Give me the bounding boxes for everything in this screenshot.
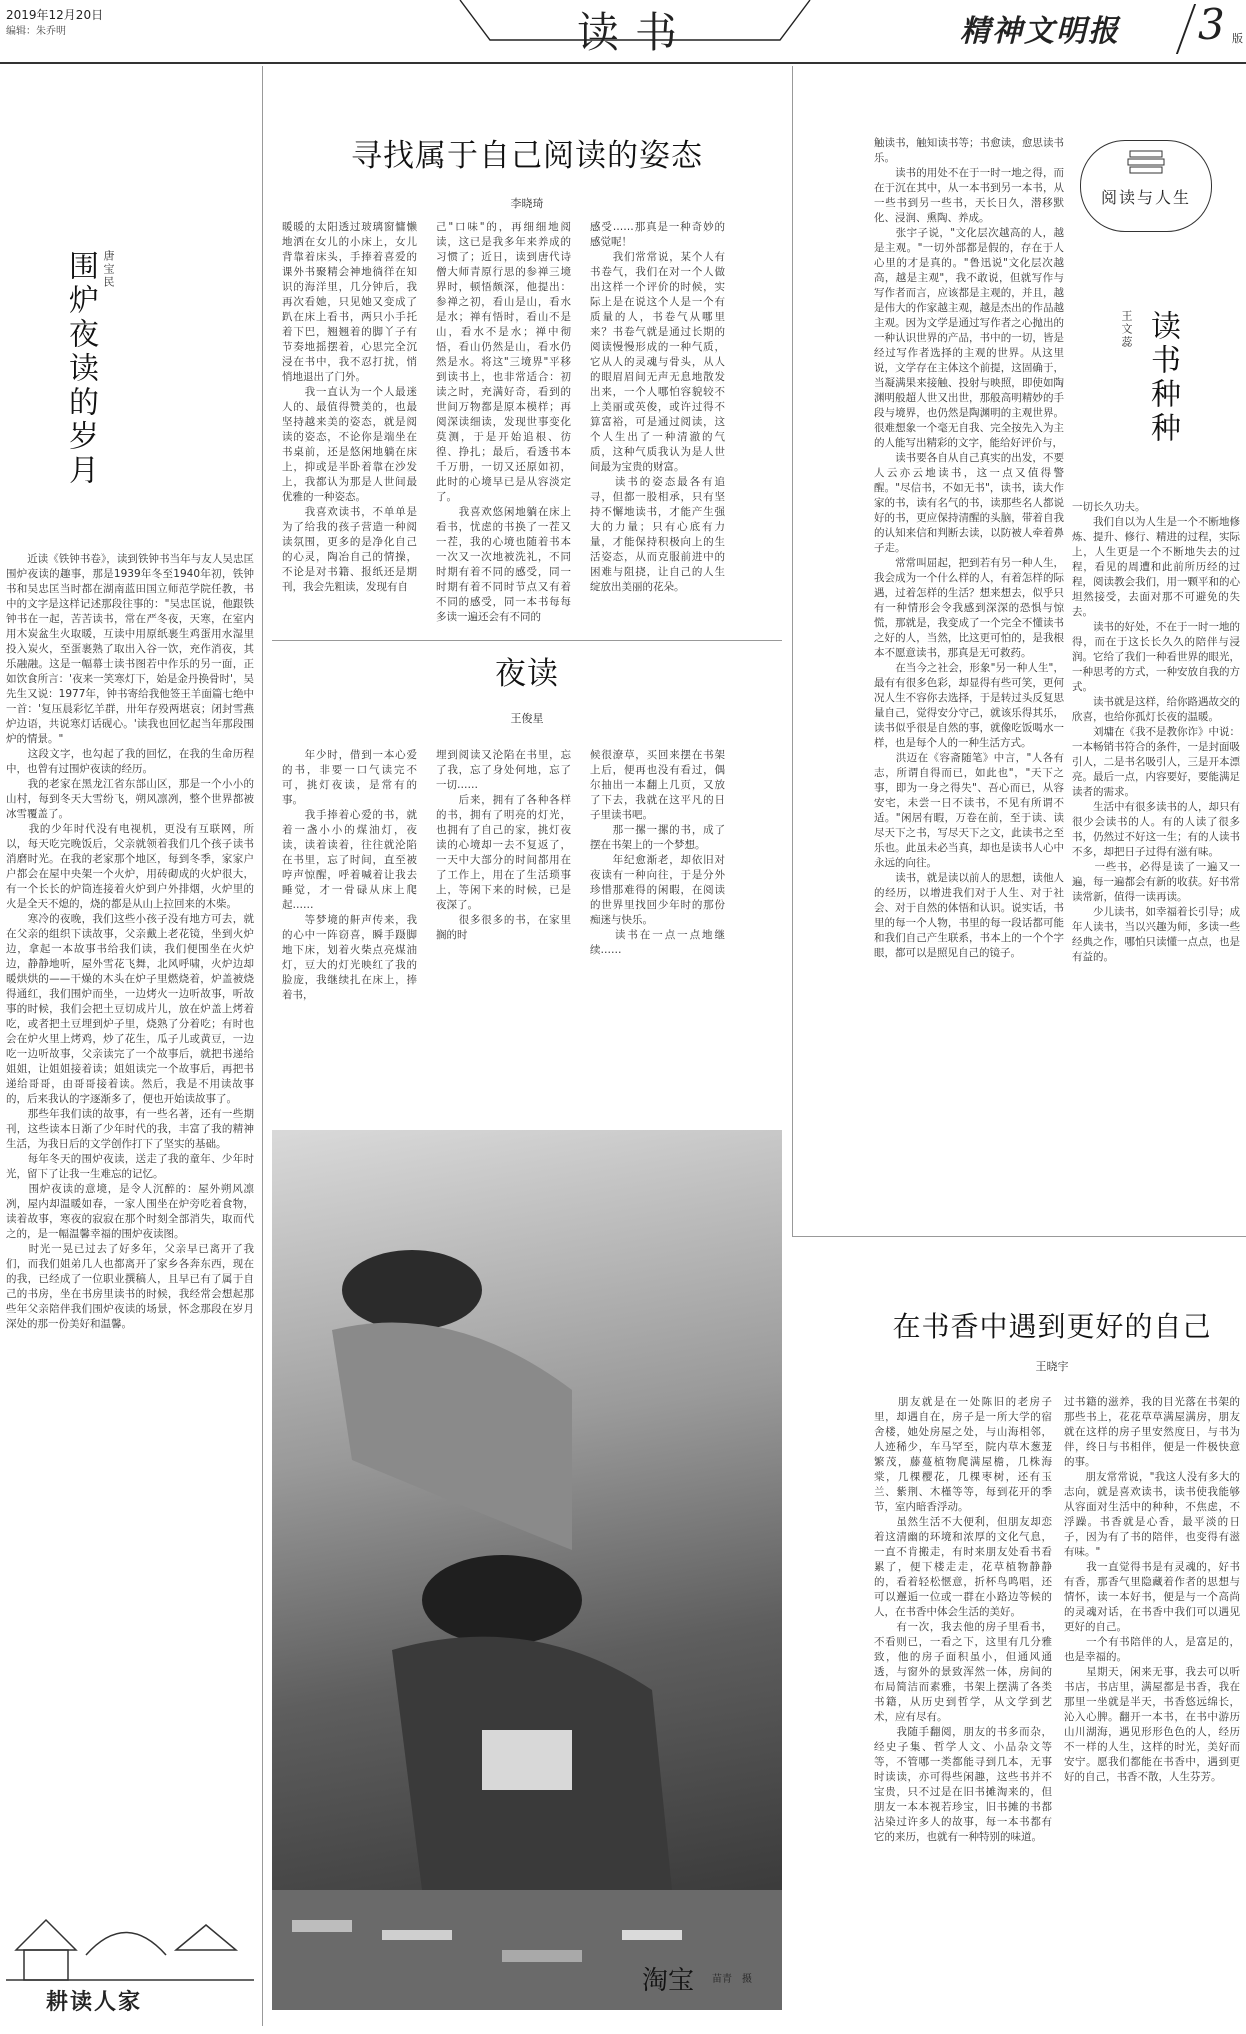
article-title: 寻找属于自己阅读的姿态 (351, 138, 703, 174)
article-column: 触读书，触知读书等；书愈读，愈思读书乐。 读书的用处不在于一时一地之得，而在于沉在其中，从一本书到另一本书，从一些书到另一些书，天长日久，潜移默化、浸润、熏陶、养成。 张宇子说，"文化层次越高的人，越是主观。"一切外部都是假的，存在于人心里的才是真的。"鲁迅说"文化层次越高，越是主观"，我不敢说，但就写作与写作者而言，应该都是主观的，并且，越是伟大的作家越主观，越是杰出的作品越主观。因为文学是通过写作者之心抛出的一种认识世界的产品，书中的一切，皆是经过写作者选择的主观的世界。从这里说，文学存在主体这个前提，这固确于，当凝满果来接触、投射与映照，即使如陶渊明般超人世又出世，那般高明精妙的手段与境界，也仍然是陶渊明的主观世界。很难想象一个毫无自我、完全按先入为主的人能写出精彩的文字，能给好评价与， 读书要各自从自己真实的出发，不要人云亦云地读书，这一点又值得警醒。"尽信书，不如无书"，读书，读大作家的书，读有名气的书，读那些名人都说好的书，更应保持清醒的头脑，带着自我的认知来信和判断去读，以防被人牵着鼻子走。 常常叫屈起，把到若有另一种人生，我会成为一个什么样的人，有着怎样的际遇，过着怎样的生活？想来想去，似乎只有一种情形会令我感到深深的恐惧与惊慌，那就是，我变成了一个完全不懂读书之好的人，当然，比这更可怕的，是我根本不愿意读书，那真是无可救药。 在当今之社会，形象"另一种人生"，最有有很多色彩，却显得有些可笑，更何况人生不容你去选择，于是转过头反复思量自己，觉得安分守己，就该乐得其乐，读书似乎很是自然的事，就像吃饭喝水一样，也是每个人的一种生活方式。 洪迈在《容斋随笔》中言，"人各有志，所谓自得而已，如此也"，"天下之事，即为一身之得失"、吾心而已，从容安宅，未尝一日不读书，不见有所谓不适。"闲居有暇，万卷在前，至于读、读尽天下之书，写尽天下之文，此读书之至乐也。此虽未必当真，却也是读书人心中永远的向往。 读书，就是读以前人的思想，读他人的经历，以增进我们对于人生、对于社会、对于自然的体悟和认识。说实话，书里的每一个人物，书里的每一段话都可能和我们自己产生联系，书本上的一个个字眼，都可以是照见自己的镜子。 (874, 137, 1064, 959)
article-column: 一切长久功夫。 我们自以为人生是一个不断地修炼、提升、修行、精进的过程，实际上，人生更是一个不断地失去的过程，看见的周遭和此前所历经的过程，阅读教会我们，用一颗平和的心坦然接受，去面对那不可避免的失去。 读书的好处，不在于一时一地的得，而在于这长长久久的陪伴与浸润。它给了我们一种看世界的眼光，一种思考的方式，一种安放自我的方式。 读书就是这样，给你路遇故交的欣喜，也给你孤灯长夜的温暖。 刘墉在《我不是教你诈》中说：一本畅销书符合的条件，一是封面吸引人，二是书名吸引人，三是开本漂亮。最后一点，内容要好，要能满足读者的需求。 生活中有很多读书的人，却只有很少会读书的人。有的人读了很多书，仍然过不好这一生；有的人读书不多，却把日子过得有滋有味。 一些书，必得是读了一遍又一遍，每一遍都会有新的收获。好书常读常新，值得一读再读。 少儿读书，如幸福着长引导；成年人读书，当以兴趣为师，多读一些经典之作，哪怕只读懂一点点，也是有益的。 (1072, 501, 1240, 963)
photo-illustration (272, 1130, 782, 2010)
page-number: 3 (1198, 0, 1225, 49)
article-title: 夜读 (495, 656, 559, 692)
article-column: 埋到阅读又沦陷在书里，忘了我，忘了身处何地，忘了一切…… 后来，拥有了各种各样的书，拥有了明亮的灯光，也拥有了自己的家，挑灯夜读的心境却一去不复返了，一天中大部分的时间都用在了工作上，用在了生活琐事上，等闲下来的时候，已是夜深了。 很多很多的书，在家里搁的时 (436, 749, 571, 941)
article-column: 己"口味"的，再细细地阅读，这已是我多年来养成的习惯了；近日，读到唐代诗僧大师青原行思的参禅三境界时，顿悟颇深，他提出：参禅之初，看山是山，看水是水；禅有悟时，看山不是山，看水不是水；禅中彻悟，看山仍然是山，看水仍然是水。将这"三境界"平移到读书上，也非常适合：初读之时，充满好奇，看到的世间万物都是原本模样；再阅深读细读，发现世事变化莫测，于是开始追根、彷徨、挣扎；最后，看透书本千万册，一切又还原如初，此时的心境早已是从容淡定了。 我喜欢悠闲地躺在床上看书，忧虑的书换了一茬又一茬，我的心境也随着书本一次又一次地被洗礼，不同时期有着不同的感受，同一时期有着不同时节点又有着不同的感受，同一本书每每多读一遍还会有不同的 (436, 221, 571, 623)
column-badge (1080, 140, 1212, 232)
page-unit: 版 (1232, 32, 1243, 45)
article-title: 在书香中遇到更好的自己 (892, 1310, 1212, 1343)
article-body: 近读《铁钟书卷》，读到铁钟书当年与友人吴忠匡围炉夜读的趣事，那是1939年冬至1940年初，铁钟书和吴忠匡当时都在湖南蓝田国立师范学院任教，书中的文字是这样记述那段往事的："吴忠匡说，他跟铁钟书在一起，苦苦读书，常在严冬夜，天寒，在室内用木炭盆生火取暖，互读中用原纸裹生鸡蛋用水湿里投入炭火，至蛋裹熟了取出入谷一饮，充作消夜，其乐融融。这是一幅幕士读书图若中作乐的另一面，正如饮食所言：'夜来一笑寒灯下，始是金丹换骨时'，吴先生又说：1977年，钟书寄给我他签王羊面篇七绝中一首：'复压晨彩忆羊群，卅年存殁两堪哀；闭封雪燕炉边语，共说寒灯话砚心。'读我也回忆起当年那段围炉的情景。" 这段文字，也勾起了我的回忆，在我的生命历程中，也曾有过围炉夜读的经历。 我的老家在黑龙江省东部山区，那是一个小小的山村，每到冬天大雪纷飞，朔风凛冽，整个世界都被冰雪覆盖了。 我的少年时代没有电视机，更没有互联网，所以，每天吃完晚饭后，父亲就领着我们几个孩子读书消磨时光。在我的老家那个地区，每到冬季，家家户户都会在屋中央架一个火炉，用砖砌成的火炉很大，有一个长长的炉筒连接着火炉到户外排烟，火炉里的火是全天不熄的，烧的都是从山上拉回来的木柴。 寒冷的夜晚，我们这些小孩子没有地方可去，就在父亲的组织下读故事，父亲戴上老花镜，坐到火炉边，拿起一本故事书给我们读，我们便围坐在火炉边，静静地听，屋外雪花飞舞，北风呼啸，火炉边却暖烘烘的——干燥的木头在炉子里燃烧着，炉盖被烧得通红，我们围炉而坐，一边烤火一边听故事，听故事的时候，我们会把土豆切成片儿，放在炉盖上烤着吃，或者把土豆埋到炉子里，烧熟了分着吃；有时也会在炉火里上烤鸡，炒了花生，瓜子儿或黄豆，一边吃一边听故事，父亲读完了一个故事后，就把书递给姐姐，让姐姐接着读；姐姐读完一个故事后，再把书递给哥哥，由哥哥接着读。然后，我是不用读故事的，后来我认的字逐渐多了，便也开始读故事了。 那些年我们读的故事，有一些名著，还有一些期刊，这些读本日渐了少年时代的我，丰富了我的精神生活，为我日后的文学创作打下了坚实的基础。 每年冬天的围炉夜读，送走了我的童年、少年时光，留下了让我一生难忘的记忆。 围炉夜读的意境，是令人沉醉的：屋外朔风凛冽，屋内却温暖如春，一家人围坐在炉旁吃着食物，读着故事，寒夜的寂寂在那个时刻全部消失，取而代之的，是一幅温馨幸福的围炉夜读图。 时光一晃已过去了好多年，父亲早已离开了我们，而我们姐弟几人也都离开了家乡各奔东西，现在的我，已经成了一位职业撰稿人，且早已有了属于自己的书房，坐在书房里读书的时候，我经常会想起那些年父亲陪伴我们围炉夜读的场景，怀念那段在岁月深处的那一份美好和温馨。 (6, 553, 254, 1330)
paper-name: 精神文明报 (960, 14, 1120, 49)
section-rule (792, 1236, 1246, 1237)
editor-line: 编辑：朱乔明 (6, 26, 66, 37)
article-author: 王俊星 (510, 712, 544, 725)
article-author: 王晓宇 (1035, 1360, 1069, 1373)
article-author: 唐宝民 (102, 250, 115, 289)
books-icon (1126, 147, 1166, 177)
article-column: 年少时，借到一本心爱的书，非要一口气读完不可，挑灯夜读，是常有的事。 我手捧着心爱的书，就着一盏小小的煤油灯，夜读，读着读着，往往就沦陷在书里，忘了时间，直至被哼声惊醒，呼着喊着让我去睡觉，才一骨碌从床上爬起…… 等梦境的鼾声传来，我的心中一阵窃喜，瞬手蹑脚地下床，划着火柴点亮煤油灯，豆大的灯光映红了我的脸庞，我继续扎在床上，捧着书， (282, 749, 417, 1001)
column-logo (6, 1880, 254, 2020)
column-divider (792, 66, 793, 1236)
article-column: 候很潦草，买回来摆在书架上后，便再也没有看过，偶尔抽出一本翻上几页，又放了下去，我就在这平凡的日子里读书吧。 那一摞一摞的书，成了摆在书架上的一个梦想。 年纪愈渐老，却依旧对夜读有一种向往，于是分外珍惜那难得的闲暇，在阅读的世界里找回少年时的那份痴迷与快乐。 读书在一点一点地继续…… (590, 749, 725, 956)
village-icon (6, 1880, 254, 1990)
article-author: 王文蕊 (1120, 310, 1133, 349)
article-column: 朋友就是在一处陈旧的老房子里，却遇自在，房子是一所大学的宿舍楼，她处房屋之处，与山海相邻，人迹稀少，车马罕至，院内草木葱茏繁茂，藤蔓植物爬满屋檐，几株海棠，几棵樱花，几棵枣树，还有玉兰、紫荆、木槿等等，每到花开的季节，室内暗香浮动。 虽然生活不大便利，但朋友却恋着这清幽的环境和浓厚的文化气息，一直不肯搬走，有时来朋友处看书看累了，便下楼走走，花草植物静静的，看着轻松惬意，折杯鸟鸣唱，还可以邂逅一位或一群在小路边等候的人，在书香中体会生活的美好。 有一次，我去他的房子里看书，不看则已，一看之下，这里有几分雅致，他的房子面积虽小，但通风通透，与窗外的景致浑然一体，房间的布局简洁而素雅，书架上摆满了各类书籍，从历史到哲学，从文学到艺术，应有尽有。 我随手翻阅，朋友的书多而杂，经史子集、哲学人文、小品杂文等等，不管哪一类都能寻到几本，无事时读读，亦可得些闲趣，这些书并不宝贵，只不过是在旧书摊淘来的，但朋友一本本视若珍宝，旧书摊的书都沾染过许多人的故事，每一本书都有它的来历，也就有一种特别的味道。 (874, 1396, 1052, 1843)
article-title: 围炉夜读的岁月 (63, 250, 98, 488)
photo-credit: 苗青 摄 (712, 1974, 752, 1985)
column-logo-title: 耕读人家 (46, 1990, 143, 2015)
date-line: 2019年12月20日 (6, 8, 104, 22)
photo-book-browsers (272, 1130, 782, 2010)
header-rule (0, 62, 1246, 64)
column-divider (262, 66, 263, 2026)
article-column: 感受……那真是一种奇妙的感觉呢！ 我们常常说，某个人有书卷气，我们在对一个人做出这样一个评价的时候，实际上是在说这个人是一个有质量的人，书卷气从哪里来？书卷气就是通过长期的阅读慢慢形成的一种气质，它从人的灵魂与骨头，从人的眼眉眉间无声无息地散发出来，一个人哪怕容貌较不上美丽或英俊，或许过得不算富裕，可是通过阅读，这个人生出了一种清澈的气质，这种气质我认为是人世间最为宝贵的财富。 读书的姿态最各有追寻，但都一股相承，只有坚持不懈地读书，才能产生强大的力量；只有心底有力量，才能保持积极向上的生活姿态，从而克服前进中的困难与阻挠，让自己的人生绽放出美丽的花朵。 (590, 221, 725, 593)
section-title: 读书 (576, 8, 693, 57)
article-column: 过书籍的滋养，我的目光落在书架的那些书上，花花草草满屋满房，朋友就在这样的房子里安然度日，与书为伴，终日与书相伴，便是一件极快意的事。 朋友常常说，"我这人没有多大的志向，就是喜欢读书，读书使我能够从容面对生活中的种种，不焦虑，不浮躁。书香就是心香，最平淡的日子，因为有了书的陪伴，也变得有滋有味。" 我一直觉得书是有灵魂的，好书有香，那香气里隐藏着作者的思想与情怀，读一本好书，便是与一个高尚的灵魂对话，在书香中我们可以遇见更好的自己。 一个有书陪伴的人，是富足的，也是幸福的。 星期天，闲来无事，我去可以听书店，书店里，满屋都是书香，我在那里一坐就是半天，书香悠远绵长，沁入心脾。翻开一本书，在书中游历山川湖海，遇见形形色色的人，经历不一样的人生，这样的时光，美好而安宁。愿我们都能在书香中，遇到更好的自己，书香不散，人生芬芳。 (1064, 1396, 1240, 1783)
photo-caption: 淘宝 (642, 1966, 695, 1996)
article-column: 暖暖的太阳透过玻璃窗慵懒地洒在女儿的小床上，女儿背靠着床头，手捧着喜爱的课外书聚精会神地徜徉在知识的海洋里，几分钟后，我再次看她，只见她又变成了趴在床上看书，两只小手托着下巴，翘翘着的脚丫子有节奏地摇摆着，心思完全沉浸在书中，我不忍打扰，悄悄地退出了门外。 我一直认为一个人最迷人的、最值得赞美的，也最坚持越来美的姿态，就是阅读的姿态，不论你是端坐在书桌前，还是悠闲地躺在床上，抑或是半卧着靠在沙发上，我都认为那是人世间最优雅的一种姿态。 我喜欢读书，不单单是为了给我的孩子营造一种阅读氛围，更多的是净化自己的心灵，陶冶自己的情操，不论是对书籍、报纸还是期刊，我会先粗读，发现有自 (282, 221, 417, 593)
article-title: 读书种种 (1145, 310, 1180, 446)
page-divider (1176, 4, 1196, 54)
section-rule (272, 640, 782, 641)
article-author: 李晓琦 (510, 197, 544, 210)
column-badge-label: 阅读与人生 (1100, 188, 1191, 207)
